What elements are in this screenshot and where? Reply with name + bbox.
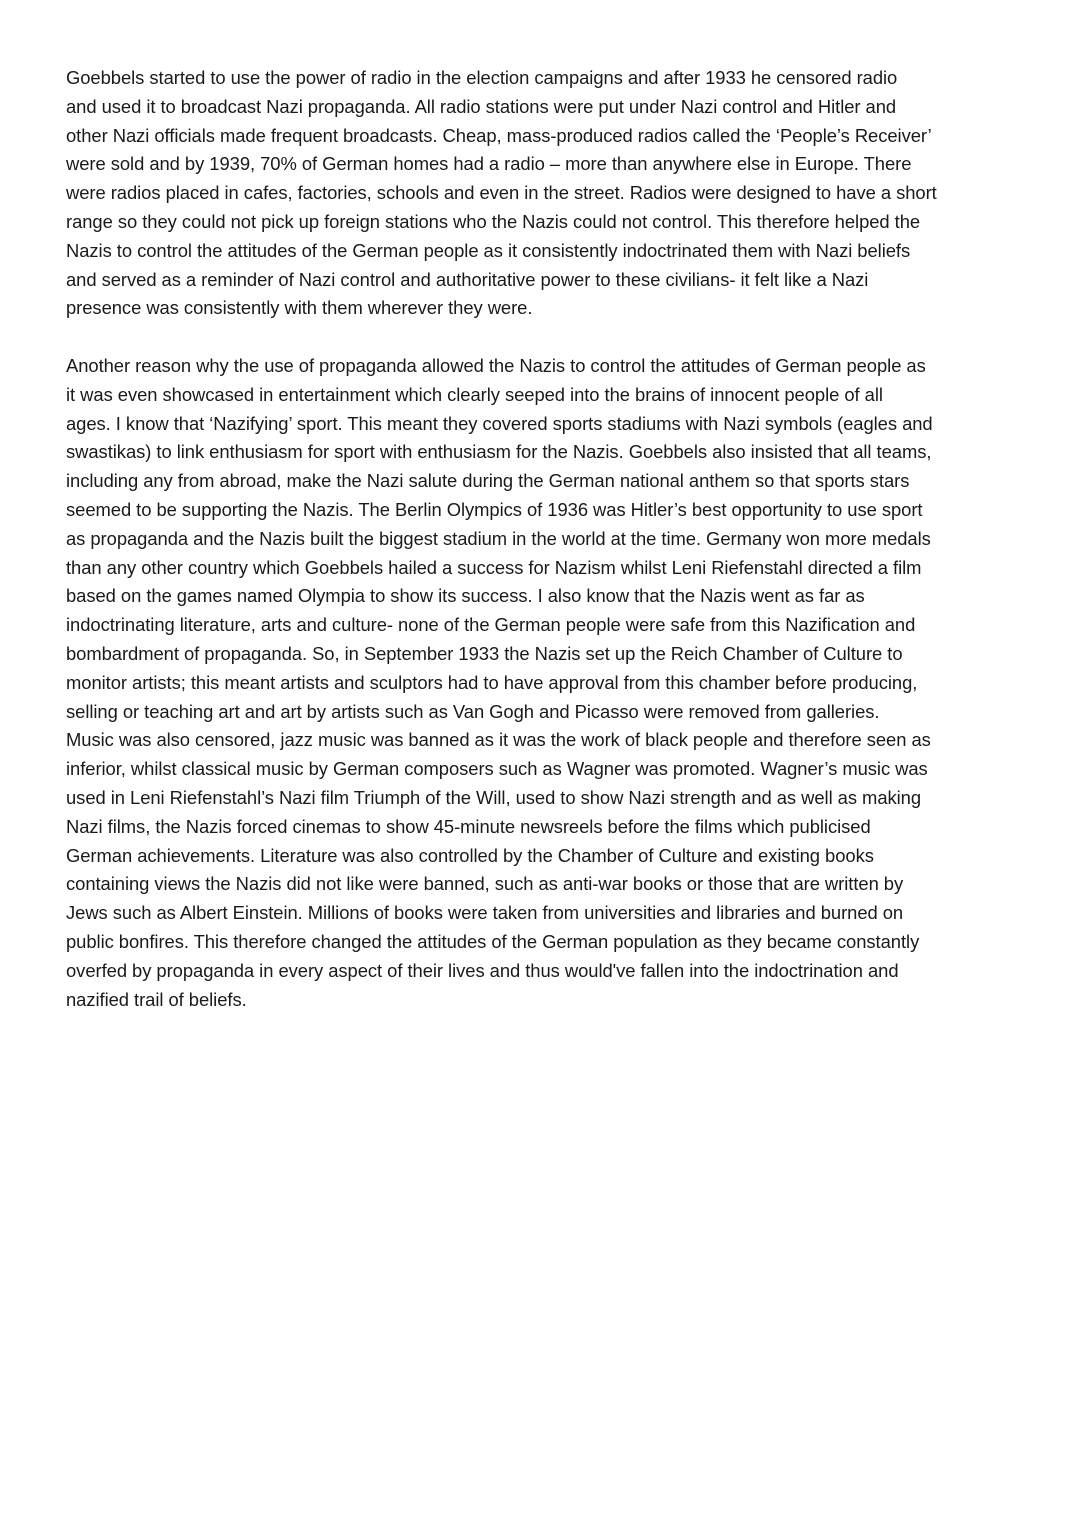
- paragraph-entertainment-propaganda: Another reason why the use of propaganda allowed the Nazis to control the attitudes of German people as it was even showcased in entertainment which clearly seeped into the brains of innocent people of all ages. I know that ‘Nazifying’ sport. This meant they covered sports stadiums with Nazi symbols (eagles and swastikas) to link enthusiasm for sport with enthusiasm for the Nazis. Goebbels also insisted that all teams, including any from abroad, make the Nazi salute during the German national anthem so that sports stars seemed to be supporting the Nazis. The Berlin Olympics of 1936 was Hitler’s best opportunity to use sport as propaganda and the Nazis built the biggest stadium in the world at the time. Germany won more medals than any other country which Goebbels hailed a success for Nazism whilst Leni Riefenstahl directed a film based on the games named Olympia to show its success. I also know that the Nazis went as far as indoctrinating literature, arts and culture- none of the German people were safe from this Nazification and bombardment of propaganda. So, in September 1933 the Nazis set up the Reich Chamber of Culture to monitor artists; this meant artists and sculptors had to have approval from this chamber before producing, selling or teaching art and art by artists such as Van Gogh and Picasso were removed from galleries. Music was also censored, jazz music was banned as it was the work of black people and therefore seen as inferior, whilst classical music by German composers such as Wagner was promoted. Wagner’s music was used in Leni Riefenstahl’s Nazi film Triumph of the Will, used to show Nazi strength and as well as making Nazi films, the Nazis forced cinemas to show 45-minute newsreels before the films which publicised German achievements. Literature was also controlled by the Chamber of Culture and existing books containing views the Nazis did not like were banned, such as anti-war books or those that are written by Jews such as Albert Einstein. Millions of books were taken from universities and libraries and burned on public bonfires. This therefore changed the attitudes of the German population as they became constantly overfed by propaganda in every aspect of their lives and thus would've fallen into the indoctrination and nazified trail of beliefs.: [66, 354, 933, 1010]
- paragraph-radio-propaganda: Goebbels started to use the power of radio in the election campaigns and after 1933 he censored radio and used it to broadcast Nazi propaganda. All radio stations were put under Nazi control and Hitler and other Nazi officials made frequent broadcasts. Cheap, mass-produced radios called the ‘People’s Receiver’ were sold and by 1939, 70% of German homes had a radio – more than anywhere else in Europe. There were radios placed in cafes, factories, schools and even in the street. Radios were designed to have a short range so they could not pick up foreign stations who the Nazis could not control. This therefore helped the Nazis to control the attitudes of the German people as it consistently indoctrinated them with Nazi beliefs and served as a reminder of Nazi control and authoritative power to these civilians- it felt like a Nazi presence was consistently with them wherever they were.: [66, 67, 937, 319]
- document-body: [66, 64, 1018, 1014]
